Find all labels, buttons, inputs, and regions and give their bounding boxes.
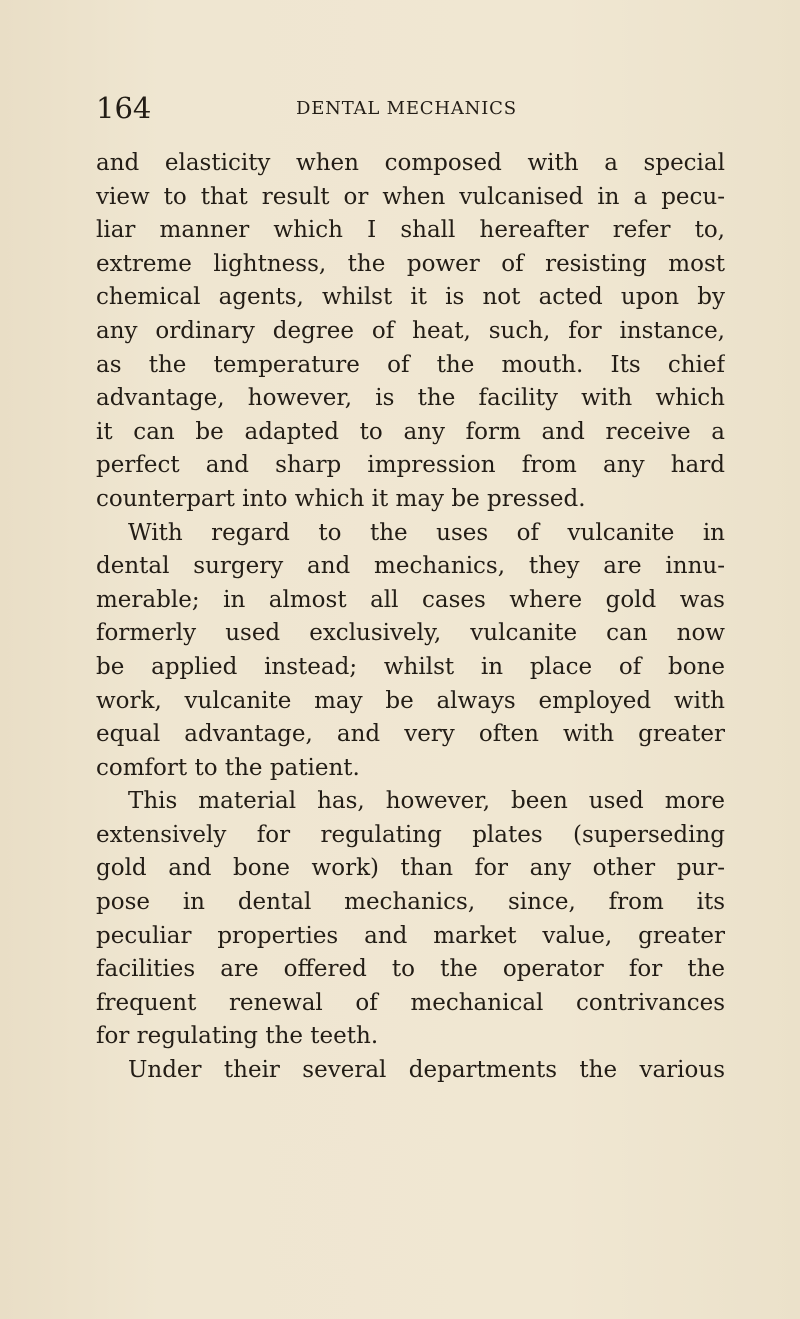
text-line: work, vulcanite may be always employed with <box>96 687 725 714</box>
page-header <box>96 88 706 128</box>
text-line: extensively for regulating plates (superseding <box>96 821 725 848</box>
text-line: Under their several departments the various <box>128 1057 725 1084</box>
text-line: view to that result or when vulcanised in a pecu- <box>96 183 725 210</box>
page-number: 164 <box>96 91 152 125</box>
text-line: This material has, however, been used more <box>128 788 725 815</box>
running-title: DENTAL MECHANICS <box>296 98 517 119</box>
text-line: be applied instead; whilst in place of bone <box>96 653 725 680</box>
text-line: gold and bone work) than for any other pur- <box>96 855 725 882</box>
text-line: it can be adapted to any form and receive a <box>96 418 725 445</box>
text-line: and elasticity when composed with a special <box>96 150 725 176</box>
text-line: frequent renewal of mechanical contrivances <box>96 989 725 1016</box>
text-line: extreme lightness, the power of resisting most <box>96 250 725 277</box>
text-line: as the temperature of the mouth. Its chief <box>96 351 725 378</box>
text-line: pose in dental mechanics, since, from its <box>96 889 725 916</box>
text-line: formerly used exclusively, vulcanite can now <box>96 620 725 647</box>
text-line: advantage, however, is the facility with which <box>96 385 725 412</box>
text-line: counterpart into which it may be pressed. <box>96 485 586 512</box>
text-line: merable; in almost all cases where gold was <box>96 586 725 613</box>
body-text <box>96 147 725 1088</box>
text-line: for regulating the teeth. <box>96 1023 379 1050</box>
text-line: With regard to the uses of vulcanite in <box>128 519 725 546</box>
text-line: dental surgery and mechanics, they are innu- <box>96 553 725 580</box>
text-line: any ordinary degree of heat, such, for instance, <box>96 317 725 344</box>
text-line: comfort to the patient. <box>96 754 360 781</box>
text-line: perfect and sharp impression from any hard <box>96 452 725 479</box>
text-line: equal advantage, and very often with greater <box>96 721 725 748</box>
text-line: chemical agents, whilst it is not acted upon by <box>96 284 725 311</box>
text-line: liar manner which I shall hereafter refer to, <box>96 217 725 244</box>
text-line: facilities are offered to the operator for the <box>96 956 725 983</box>
text-line: peculiar properties and market value, greater <box>96 922 725 949</box>
